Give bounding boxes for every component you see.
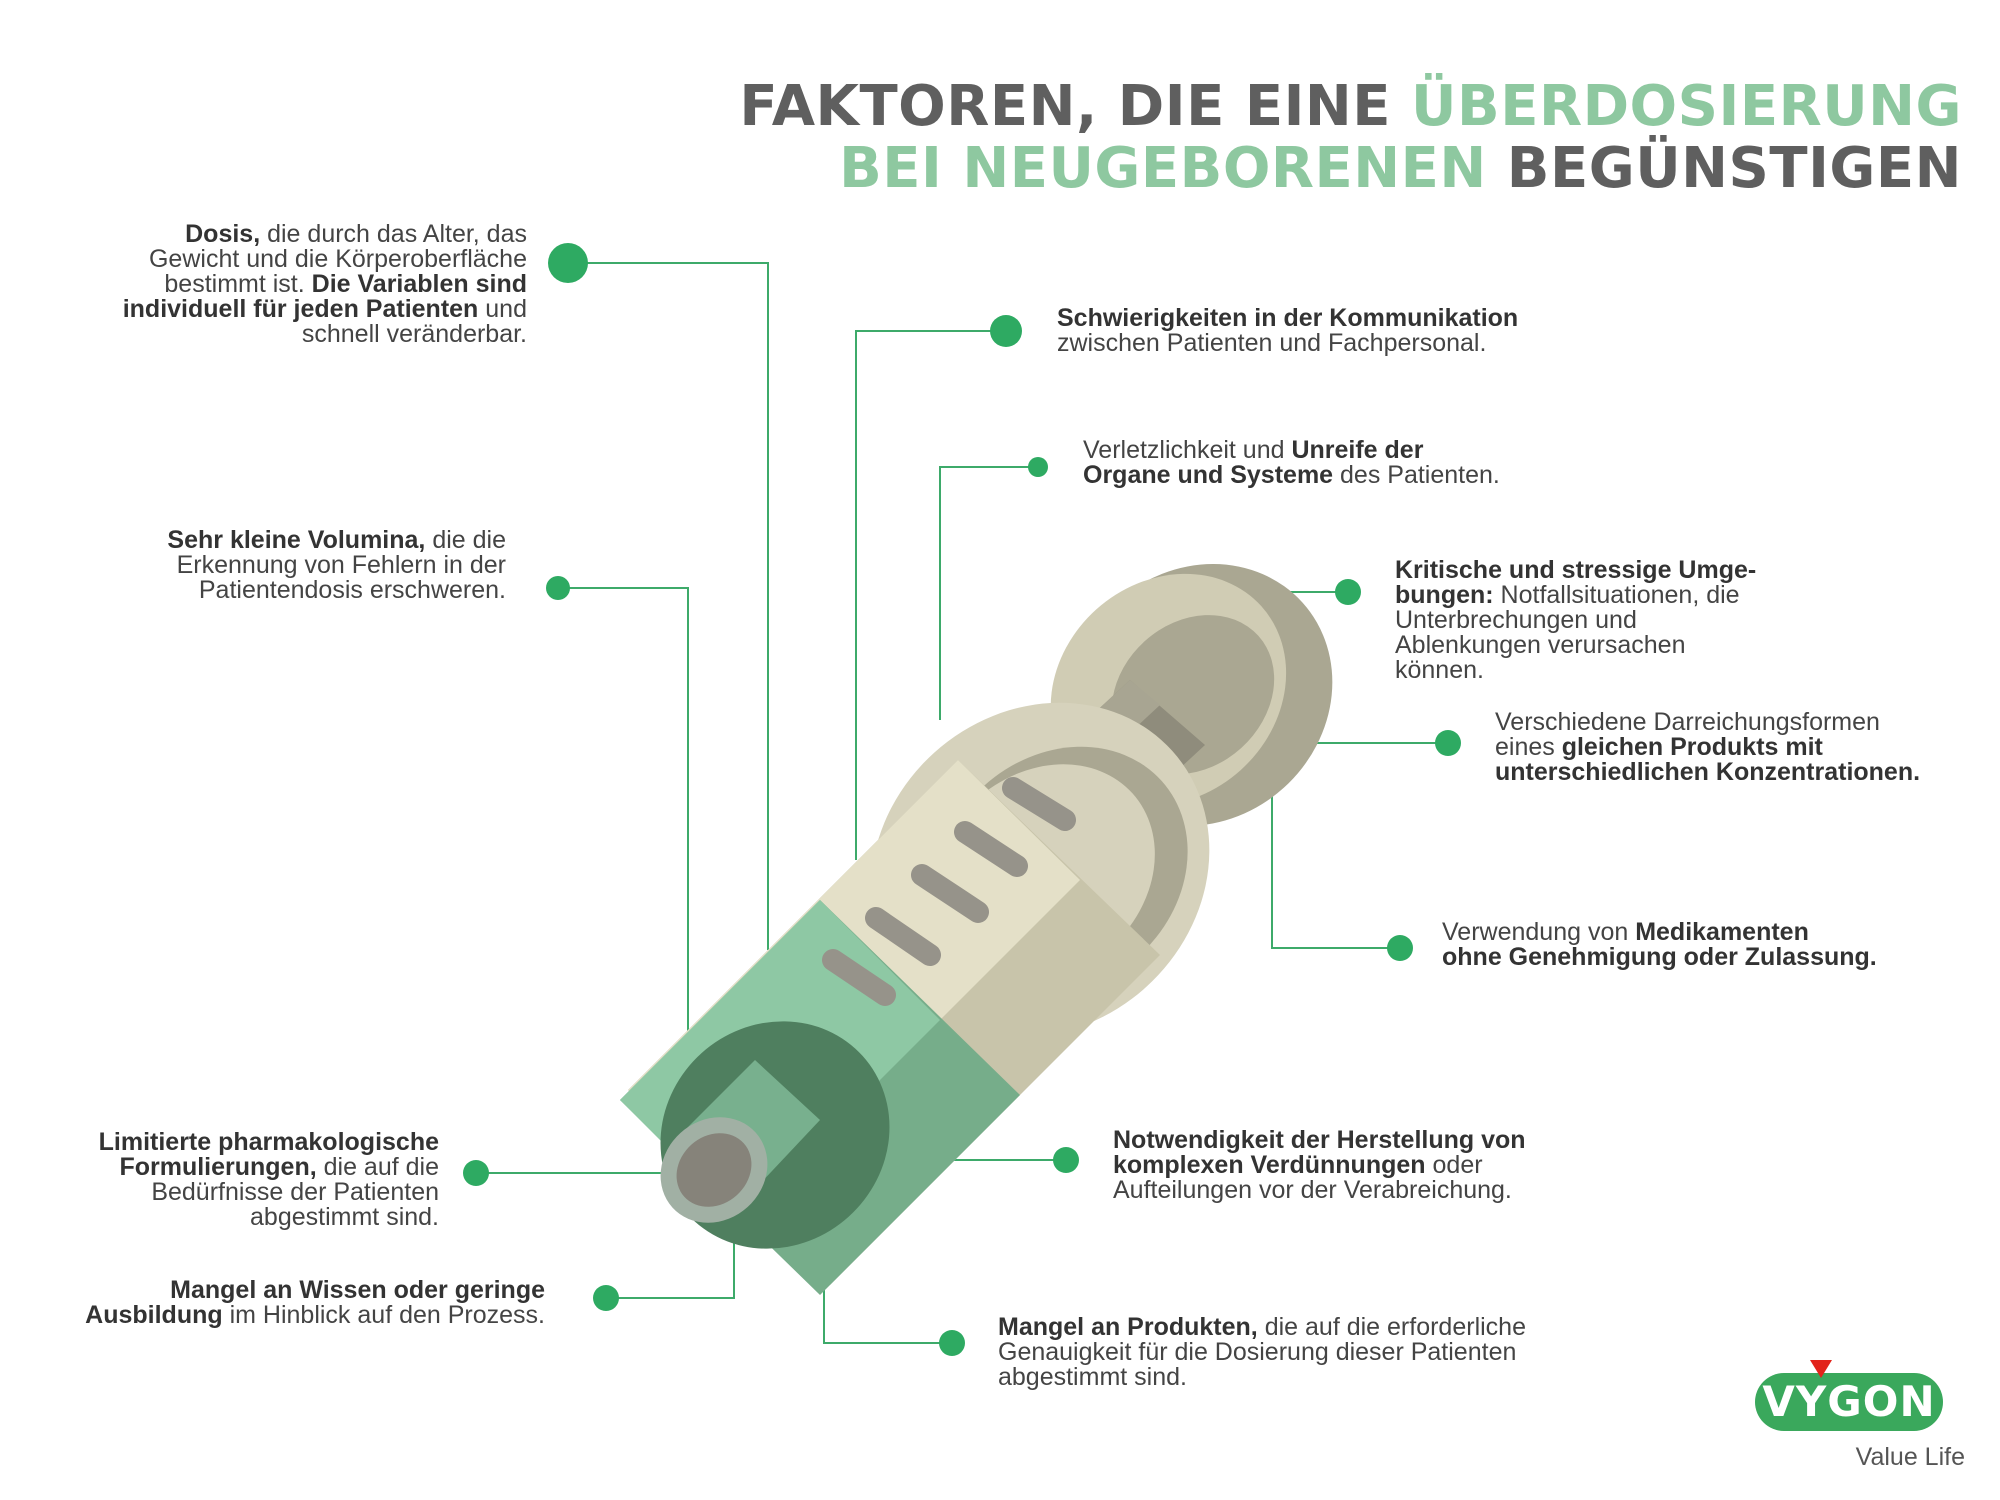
dot-products (939, 1330, 965, 1356)
title-line-1: FAKTOREN, DIE EINE ÜBERDOSIERUNG (739, 74, 1962, 139)
connector-immaturity (940, 467, 1038, 720)
dot-knowledge (593, 1285, 619, 1311)
vygon-logo (1755, 1373, 1943, 1433)
dot-forms (1435, 730, 1461, 756)
callout-communication: Schwierigkeiten in der Kommunikation zwischen Patienten und Fachpersonal. (1057, 304, 1519, 357)
connector-volumes (558, 588, 688, 1040)
callout-volumes: Sehr kleine Volumina, die die Erkennung von Fehlern in der Patientendosis erschweren. (167, 526, 506, 604)
logo-tagline: Value Life (1855, 1443, 1965, 1471)
dot-stress (1335, 579, 1361, 605)
callout-forms: Verschiedene Darreichungsformen eines gleichen Produkts mit unterschiedlichen Konzentrationen. (1495, 708, 1921, 786)
callout-immaturity: Verletzlichkeit und Unreife der Organe und Systeme des Patienten. (1083, 436, 1500, 489)
dot-dilutions (1053, 1147, 1079, 1173)
logo-red-triangle-icon (1810, 1360, 1832, 1378)
callout-stress: Kritische und stressige Umge- bungen: Notfallsituationen, die Unterbrechungen und Ablenkungen verursachen können. (1395, 556, 1757, 684)
callout-knowledge: Mangel an Wissen oder geringe Ausbildung im Hinblick auf den Prozess. (85, 1276, 545, 1329)
dot-volumes (546, 576, 570, 600)
callout-products: Mangel an Produkten, die auf die erforderliche Genauigkeit für die Dosierung dieser Patienten abgestimmt sind. (998, 1313, 1526, 1391)
connector-offlabel (1272, 790, 1400, 948)
callout-dose: Dosis, die durch das Alter, das Gewicht und die Körperoberfläche bestimmt ist. Die Variablen sind individuell für jeden Patienten und schnell veränderbar. (122, 220, 527, 348)
dot-offlabel (1387, 935, 1413, 961)
callout-dilutions: Notwendigkeit der Herstellung von komplexen Verdünnungen oder Aufteilungen vor der Verabreichung. (1113, 1126, 1526, 1204)
dot-dose (548, 243, 588, 283)
dot-immaturity (1028, 457, 1048, 477)
title-line-2: BEI NEUGEBORENEN BEGÜNSTIGEN (839, 136, 1962, 201)
dot-formulations (463, 1160, 489, 1186)
connector-dose (568, 263, 768, 950)
dot-communication (990, 315, 1022, 347)
logo-wordmark: VYGON (1755, 1373, 1943, 1431)
callout-offlabel: Verwendung von Medikamenten ohne Genehmigung oder Zulassung. (1442, 918, 1877, 971)
callout-formulations: Limitierte pharmakologische Formulierungen, die auf die Bedürfnisse der Patienten abgestimmt sind. (98, 1128, 439, 1231)
